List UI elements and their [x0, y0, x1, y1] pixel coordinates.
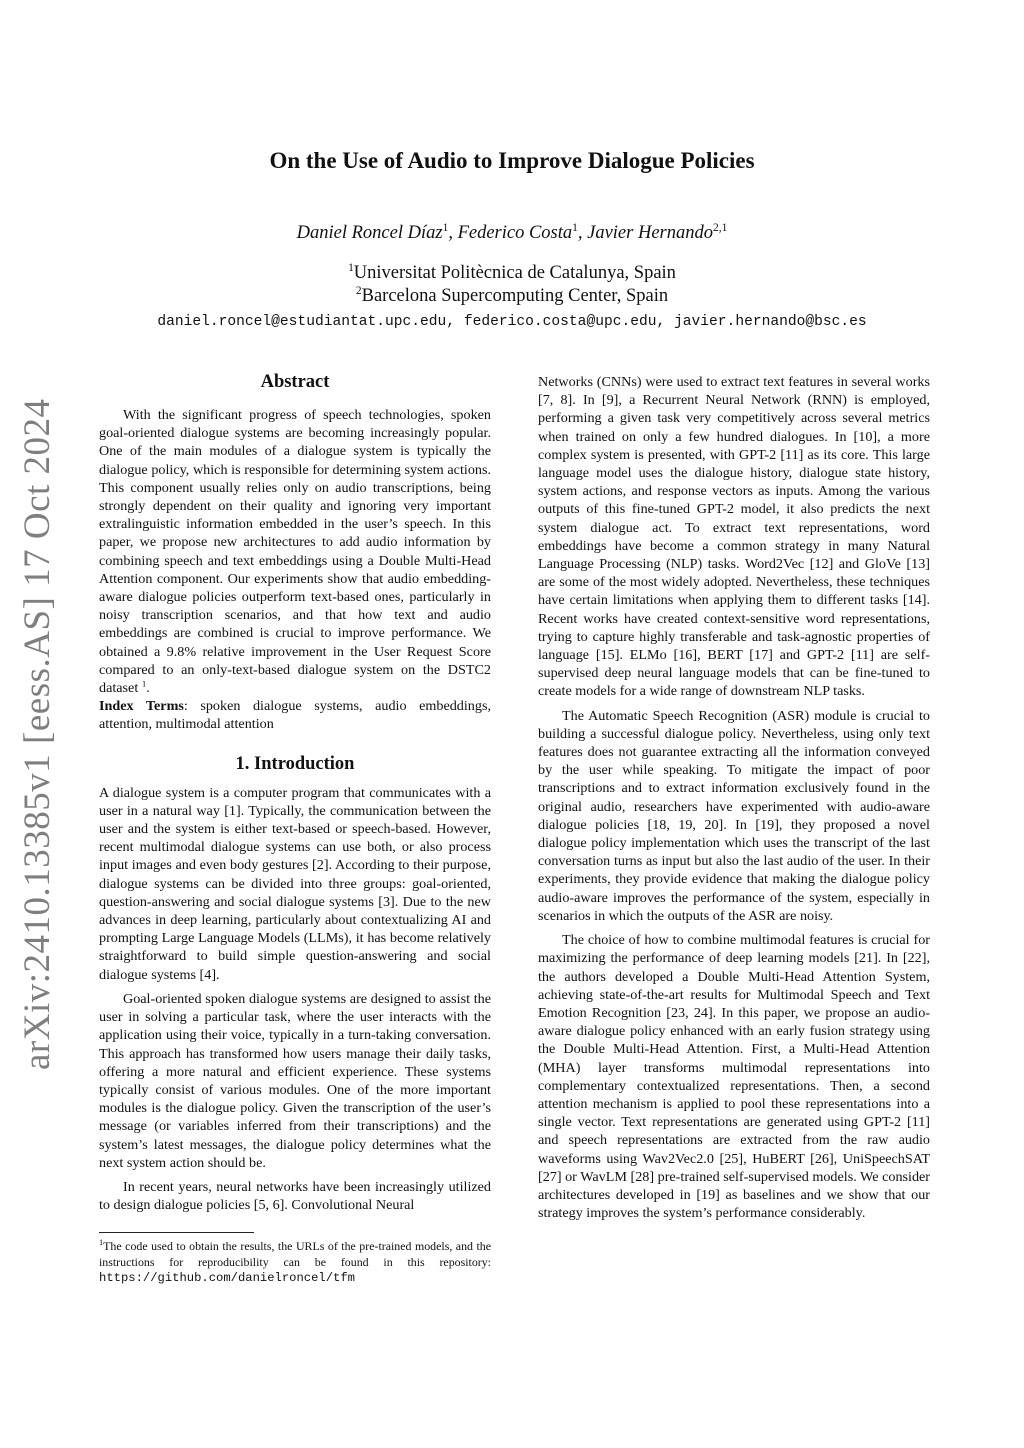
author: Daniel Roncel Díaz: [296, 223, 443, 243]
author-affil-mark: 1: [442, 221, 449, 234]
author-emails: daniel.roncel@estudiantat.upc.edu, federico.costa@upc.edu, javier.hernando@bsc.es: [157, 314, 867, 330]
paper-title: On the Use of Audio to Improve Dialogue Policies: [269, 148, 755, 173]
footnote-reference: 1: [141, 678, 147, 689]
index-terms: Index Terms: spoken dialogue systems, audio embeddings, attention, multimodal attention: [99, 698, 491, 733]
affiliation-list: [0, 262, 1024, 308]
paragraph: Goal-oriented spoken dialogue systems are designed to assist the user in solving a particular task, where the user interacts with the application using their voice, typically in a turn-taking conversation. This approach has transformed how users manage their daily tasks, offering a more natural and efficient experience. These systems typically consist of various modules. One of the more important modules is the dialogue policy. Given the transcription of the user’s message (or variables inferred from their transcriptions) and the system’s latest messages, the dialogue policy determines what the next system action should be.: [99, 990, 491, 1171]
author: Federico Costa: [457, 223, 573, 243]
introduction-heading: 1. Introduction: [235, 753, 355, 774]
author-affil-mark: 2,1: [713, 221, 728, 234]
affiliation: $^1$Universitat Politècnica de Catalunya, Spain: [348, 261, 676, 283]
paragraph: Networks (CNNs) were used to extract text features in several works [7, 8]. In [9], a Recurrent Neural Network (RNN) is employed, performing a given task very competitively across several metrics when trained on only a few hundred dialogues. In [10], a more complex system is presented, with GPT-2 [11] as its core. This large language model uses the dialogue history, dialogue state history, system actions, and response vectors as inputs. Among the various outputs of this fine-tuned GPT-2 model, it also predicts the next system dialogue act. To extract text representations, word embeddings have become a common strategy in many Natural Language Processing (NLP) tasks. Word2Vec [12] and GloVe [13] are some of the most widely adopted. Nevertheless, these techniques have certain limitations when applying them to different tasks [14]. Recent works have created context-sensitive word representations, trying to capture highly transferable and task-agnostic properties of language [15]. ELMo [16], BERT [17] and GPT-2 [11] are self-supervised deep neural language models that can be fine-tuned to create models for a wide range of downstream NLP tasks.: [538, 374, 930, 700]
author-list: Daniel Roncel Díaz$^1$, Federico Costa$^1$, Javier Hernando$^{2,1}$: [296, 221, 728, 243]
footnote-divider: [99, 1232, 254, 1233]
paragraph: The Automatic Speech Recognition (ASR) module is crucial to building a successful dialogue policy. Nevertheless, using only text features does not guarantee extracting all the information conveyed by the user while speaking. To mitigate the impact of poor transcriptions and to extract information exclusively found in the original audio, researchers have experimented with audio-aware dialogue policies [18, 19, 20]. In [19], they proposed a novel dialogue policy implementation which uses the transcript of the last conversation turns as input but also the last audio of the user. In their experiments, they provide evidence that making the dialogue policy audio-aware improves the performance of the system, especially in scenarios in which the outputs of the ASR are noisy.: [538, 707, 930, 924]
footnote: $^1$The code used to obtain the results, the URLs of the pre-trained models, and the instructions for reproducibility can be found in this repository: https://github.com/danielroncel/tfm: [99, 1238, 491, 1286]
left-column: [99, 366, 491, 1287]
abstract-heading: Abstract: [260, 372, 330, 392]
arxiv-side-stamp: arXiv:2410.13385v1 [eess.AS] 17 Oct 2024: [17, 398, 58, 1070]
author-affil-mark: 1: [572, 221, 578, 234]
right-column: [538, 373, 930, 1222]
affiliation: $^2$Barcelona Supercomputing Center, Spain: [355, 284, 669, 306]
repository-link[interactable]: https://github.com/danielroncel/tfm: [99, 1271, 355, 1286]
abstract-text: With the significant progress of speech technologies, spoken goal-oriented dialogue systems are becoming increasingly popular. One of the main modules of a dialogue system is typically the dialogue policy, which is responsible for determining system actions. This component usually relies only on audio transcriptions, being strongly dependent on their quality and ignoring very important extralinguistic information embedded in the user’s speech. In this paper, we propose new architectures to add audio information by combining speech and text embeddings using a Double Multi-Head Attention component. Our experiments show that audio embedding-aware dialogue policies outperform text-based ones, particularly in noisy transcription scenarios, and that how text and audio embeddings are combined is crucial to improve performance. We obtained a 9.8% relative improvement in the User Request Score compared to an only-text-based dialogue system on the DSTC2 dataset $^1$.: [99, 407, 491, 697]
paragraph: In recent years, neural networks have been increasingly utilized to design dialogue policies [5, 6]. Convolutional Neural: [99, 1178, 491, 1214]
paragraph: A dialogue system is a computer program that communicates with a user in a natural way [1]. Typically, the communication between the user and the system is either text-based or speech-based. However, recent multimodal dialogue systems can use both, or also process input images and even body gestures [2]. According to their purpose, dialogue systems can be divided into three groups: goal-oriented, question-answering and social dialogue systems [3]. Due to the new advances in deep learning, particularly about contextualizing AI and prompting Large Language Models (LLMs), it has become relatively straightforward to build simple question-answering and social dialogue systems [4].: [99, 784, 491, 983]
paragraph: The choice of how to combine multimodal features is crucial for maximizing the performance of deep learning models [21]. In [22], the authors developed a Double Multi-Head Attention System, achieving state-of-the-art results for Multimodal Speech and Text Emotion Recognition [23, 24]. In this paper, we propose an audio-aware dialogue policy enhanced with an early fusion strategy using the Double Multi-Head Attention. First, a Multi-Head Attention (MHA) layer transforms multimodal representations into complementary contextualized representations. Then, a second attention mechanism is applied to pool these representations into a single vector. Text representations are generated using GPT-2 [11] and speech representations are extracted from the raw audio waveforms using Wav2Vec2.0 [25], HuBERT [26], UniSpeechSAT [27] or WavLM [28] pre-trained self-supervised models. We consider architectures developed in [19] as baselines and we show that our strategy improves the system’s performance considerably.: [538, 932, 930, 1222]
author: Javier Hernando: [587, 223, 713, 243]
